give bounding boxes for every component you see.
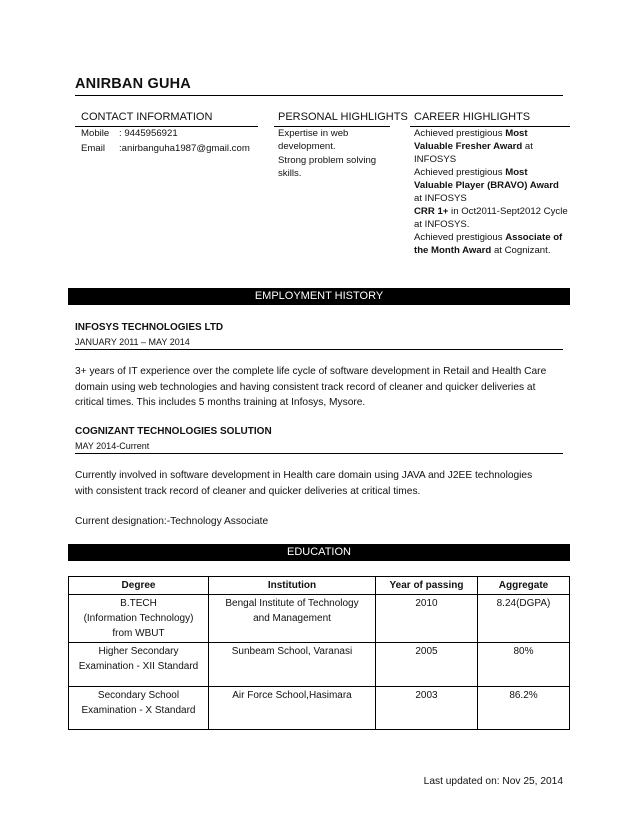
job-divider xyxy=(75,349,563,350)
job-description-line: Currently involved in software development in Health care domain using JAVA and J2EE technologies xyxy=(75,470,533,481)
career-line: Achieved prestigious Associate of xyxy=(414,232,563,243)
institution-cell: Bengal Institute of Technology and Management xyxy=(209,595,376,643)
degree-cell: B.TECH (Information Technology) from WBUT xyxy=(69,595,209,643)
company-name: COGNIZANT TECHNOLOGIES SOLUTION xyxy=(75,426,272,437)
company-name: INFOSYS TECHNOLOGIES LTD xyxy=(75,322,224,333)
career-line: at INFOSYS xyxy=(414,193,467,204)
email-value: :anirbanguha1987@gmail.com xyxy=(119,143,250,154)
contact-heading: CONTACT INFORMATION xyxy=(81,111,213,123)
contact-list xyxy=(81,127,250,155)
contact-row-mobile xyxy=(81,127,250,140)
mobile-value: : 9445956921 xyxy=(119,128,178,139)
job-description xyxy=(75,468,555,499)
table-row xyxy=(69,643,570,687)
contact-row-email xyxy=(81,142,250,155)
personal-line: skills. xyxy=(278,168,302,179)
employment-dates: JANUARY 2011 – MAY 2014 xyxy=(75,337,190,347)
personal-line: development. xyxy=(278,141,336,152)
degree-cell: Secondary School Examination - X Standard xyxy=(69,687,209,730)
career-line: Achieved prestigious Most xyxy=(414,167,528,178)
career-line: Valuable Fresher Award at xyxy=(414,141,533,152)
career-line: at INFOSYS. xyxy=(414,219,470,230)
employment-section-header: EMPLOYMENT HISTORY xyxy=(68,288,570,305)
career-list xyxy=(414,127,568,257)
aggregate-cell: 80% xyxy=(478,643,570,687)
personal-line: Strong problem solving xyxy=(278,155,377,166)
employment-dates: MAY 2014-Current xyxy=(75,441,150,451)
year-cell: 2010 xyxy=(376,595,478,643)
aggregate-cell: 8.24(DGPA) xyxy=(478,595,570,643)
personal-list xyxy=(278,127,376,180)
column-header-institution: Institution xyxy=(209,577,376,595)
career-heading: CAREER HIGHLIGHTS xyxy=(414,111,531,123)
column-header-year: Year of passing xyxy=(376,577,478,595)
name-divider xyxy=(75,95,563,96)
year-cell: 2005 xyxy=(376,643,478,687)
year-cell: 2003 xyxy=(376,687,478,730)
personal-heading: PERSONAL HIGHLIGHTS xyxy=(278,111,408,123)
career-line: CRR 1+ in Oct2011-Sept2012 Cycle xyxy=(414,206,568,217)
education-table xyxy=(68,576,570,730)
column-header-degree: Degree xyxy=(69,577,209,595)
job-description-line: critical times. This includes 5 months training at Infosys, Mysore. xyxy=(75,397,366,408)
job-description-line: 3+ years of IT experience over the complete life cycle of software development in Retail and Health Care xyxy=(75,366,547,377)
mobile-label: Mobile xyxy=(81,128,110,139)
career-line: INFOSYS xyxy=(414,154,457,165)
table-row xyxy=(69,595,570,643)
degree-cell: Higher Secondary Examination - XII Standard xyxy=(69,643,209,687)
job-description xyxy=(75,364,555,411)
career-line: the Month Award at Cognizant. xyxy=(414,245,551,256)
job-description-line: with consistent track record of cleaner and quicker deliveries at critical times. xyxy=(75,485,421,497)
table-row xyxy=(69,687,570,730)
institution-cell: Air Force School,Hasimara xyxy=(209,687,376,730)
current-designation: Current designation:-Technology Associate xyxy=(75,516,269,527)
job-description-line: domain using web technologies and having consistent track record of cleaner and quicker deliveries at xyxy=(75,381,536,393)
personal-line: Expertise in web xyxy=(278,128,349,139)
aggregate-cell: 86.2% xyxy=(478,687,570,730)
column-header-aggregate: Aggregate xyxy=(478,577,570,595)
candidate-name: ANIRBAN GUHA xyxy=(75,76,191,92)
table-header-row xyxy=(69,577,570,595)
email-label: Email xyxy=(81,143,105,154)
last-updated: Last updated on: Nov 25, 2014 xyxy=(423,776,563,787)
education-section-header: EDUCATION xyxy=(68,544,570,561)
job-divider xyxy=(75,453,563,454)
institution-cell: Sunbeam School, Varanasi xyxy=(209,643,376,687)
career-line: Achieved prestigious Most xyxy=(414,128,528,139)
career-line: Valuable Player (BRAVO) Award xyxy=(414,180,559,191)
